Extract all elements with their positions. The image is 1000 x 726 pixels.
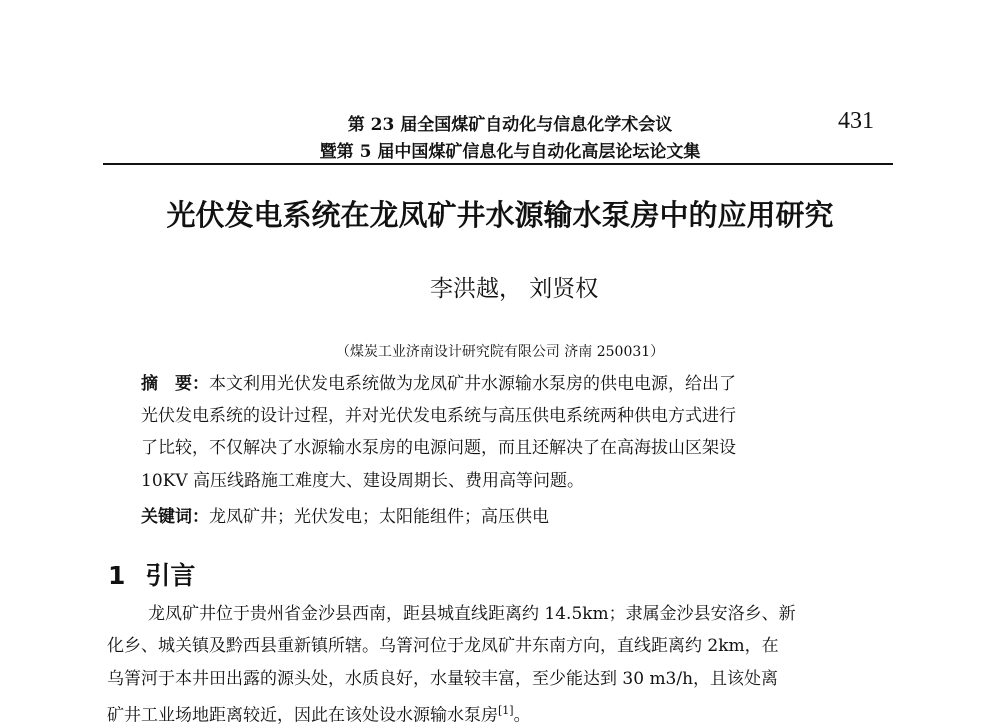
body-line-4-end: 。	[513, 705, 531, 726]
paper-authors: 李洪越， 刘贤权	[430, 276, 599, 302]
section-heading	[108, 556, 195, 592]
citation-ref: [1]	[498, 704, 514, 717]
conference-title-line1: 第 23 届全国煤矿自动化与信息化学术会议	[347, 115, 673, 135]
body-line-2: 化乡、城关镇及黔西县重新镇所辖。乌箐河位于龙凤矿井东南方向，直线距离约 2km，在	[107, 636, 779, 656]
section-title: 引言	[145, 561, 196, 590]
abstract-line-1	[141, 374, 736, 394]
body-line-4-text: 矿井工业场地距离较近，因此在该处设水源输水泵房	[107, 705, 498, 726]
body-line-1: 龙凤矿井位于贵州省金沙县西南，距县城直线距离约 14.5km；隶属金沙县安洛乡、新	[148, 604, 796, 624]
paper-title: 光伏发电系统在龙凤矿井水源输水泵房中的应用研究	[166, 198, 834, 232]
body-line-4	[107, 701, 531, 726]
abstract-text: 本文利用光伏发电系统做为龙凤矿井水源输水泵房的供电电源，给出了	[209, 374, 736, 394]
abstract-line-2: 光伏发电系统的设计过程，并对光伏发电系统与高压供电系统两种供电方式进行	[141, 406, 736, 426]
conference-title-line2: 暨第 5 届中国煤矿信息化与自动化高层论坛论文集	[319, 142, 701, 162]
abstract-line-3: 了比较，不仅解决了水源输水泵房的电源问题，而且还解决了在高海拔山区架设	[141, 438, 736, 458]
affiliation: （煤炭工业济南设计研究院有限公司 济南 250031）	[335, 344, 665, 360]
body-line-3: 乌箐河于本井田出露的源头处，水质良好，水量较丰富，至少能达到 30 m3/h，且该处离	[107, 669, 779, 689]
section-number: 1	[108, 561, 126, 590]
keywords-text: 龙凤矿井；光伏发电；太阳能组件；高压供电	[209, 507, 549, 527]
abstract-label: 摘 要：	[141, 374, 209, 394]
keywords-line	[141, 507, 549, 527]
keywords-label: 关键词：	[141, 507, 209, 527]
abstract-line-4: 10KV 高压线路施工难度大、建设周期长、费用高等问题。	[141, 471, 585, 491]
page-number: 431	[838, 108, 874, 134]
header-rule	[103, 163, 893, 165]
